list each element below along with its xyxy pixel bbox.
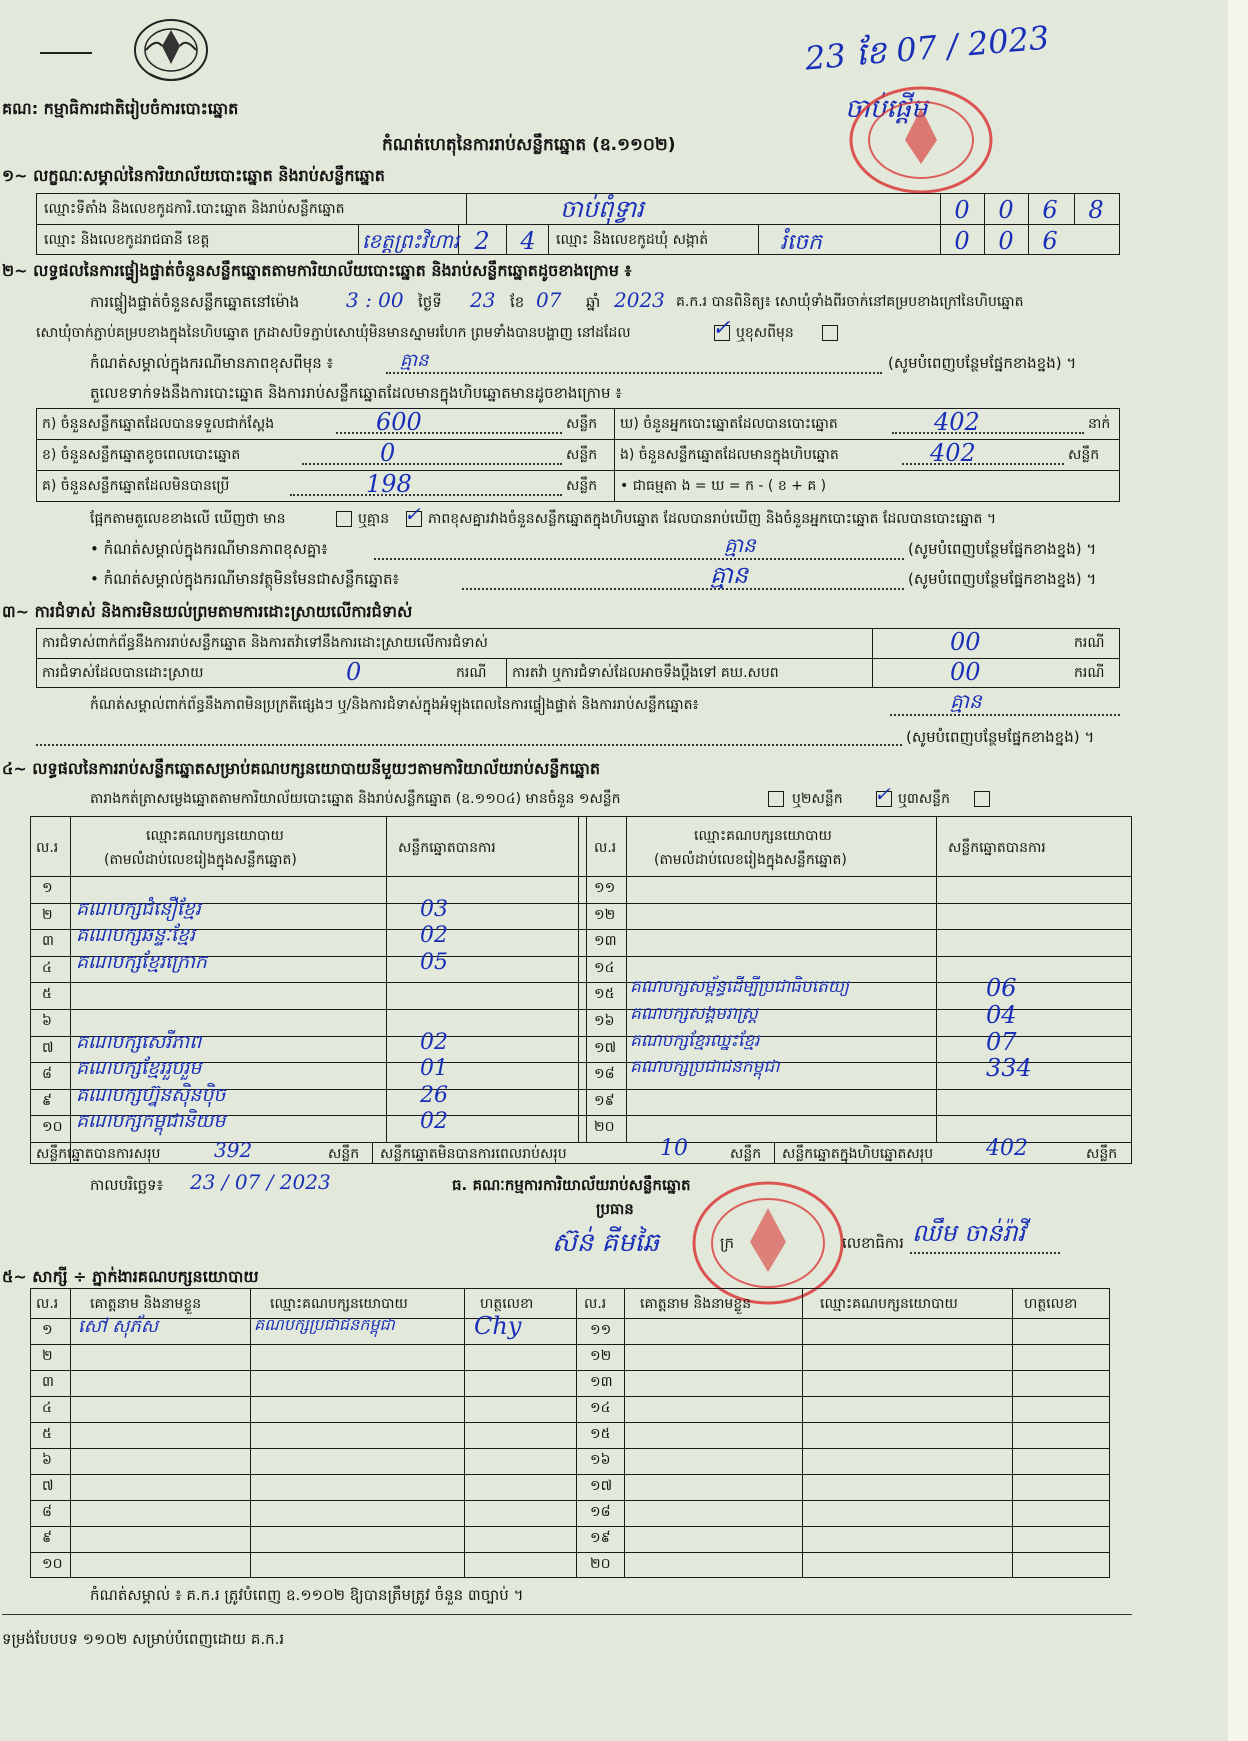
res-v1 (70, 816, 71, 1164)
table-row-line (576, 1526, 1110, 1527)
result-row-no: ១៤ (594, 959, 615, 976)
result-row-no: ១៦ (594, 1013, 615, 1029)
has-diff-checkbox[interactable] (336, 511, 352, 527)
result-row-no: ៩ (42, 1092, 52, 1109)
wit-v4 (576, 1288, 577, 1578)
commune-code-2: 0 (998, 227, 1014, 255)
result-date-value: 23 / 07 / 2023 (190, 1170, 331, 1194)
irregularity-dots-2 (36, 744, 902, 746)
wit-col-no-left: ល.រ (36, 1296, 59, 1312)
spoiled-dots (302, 463, 562, 465)
diff-text-b: ឬគ្មាន (358, 511, 390, 527)
res-v6 (936, 816, 937, 1142)
result-row-votes: 02 (420, 923, 448, 949)
total-box-unit: សន្លឹក (1086, 1146, 1118, 1162)
table-row-line (576, 1448, 1110, 1449)
table-row-line (30, 1422, 576, 1423)
chair-label: ប្រធាន (596, 1200, 634, 1218)
result-row-party: គណបក្សជំនឿខ្មែរ (76, 897, 201, 920)
changed-text: ឬខុសពីមុន (736, 325, 794, 341)
res-col-votes-left: សន្លឹកឆ្នោតបានការ (398, 840, 496, 856)
witness-row-no: ៦ (42, 1452, 52, 1468)
witness-row-no: ៣ (42, 1374, 54, 1390)
result-row-no: ២០ (594, 1119, 615, 1136)
bullet1-value: គ្មាន (724, 533, 756, 557)
note1-suffix: (សូមបំពេញបន្ថែមផ្នែកខាងខ្នង) ។ (888, 354, 1077, 372)
total-invalid-unit: សន្លឹក (730, 1146, 762, 1162)
unused-label: គ) ចំនួនសន្លឹកឆ្នោតដែលមិនបានប្រើ (42, 478, 230, 494)
result-row-party: គណបក្សកម្ពុជានិយម (76, 1110, 226, 1133)
station-code-1: 0 (954, 196, 970, 224)
wit-col-name-left: គោត្តនាម និងនាមខ្លួន (90, 1296, 202, 1312)
total-v2 (774, 1142, 775, 1164)
result-row-party: គណបក្សសេរីភាព (76, 1030, 202, 1053)
resolved-unit: ករណី (456, 665, 487, 681)
result-row-votes: 06 (986, 974, 1017, 1003)
bullet1-label: • កំណត់សម្គាល់ក្នុងករណីមានភាពខុសគ្នា៖ (90, 540, 328, 558)
witness-row-no: ១៩ (590, 1530, 611, 1546)
witness-row-no: ២០ (590, 1556, 611, 1572)
witness-row-party: គណបក្សប្រជាជនកម្ពុជា (254, 1315, 395, 1334)
table-row-line (576, 1370, 1110, 1371)
station-code-3: 6 (1042, 196, 1058, 224)
witness-row-name: សៅ សុភ័ស (78, 1316, 158, 1337)
total-valid-unit: សន្លឹក (328, 1146, 360, 1162)
table-row-line (30, 1370, 576, 1371)
commune-value: រំចេក (780, 230, 822, 255)
witness-row-no: ១២ (590, 1348, 612, 1364)
result-row-party: គណបក្សខ្មែររួបរួម (76, 1057, 202, 1080)
wit-col-party-left: ឈ្មោះគណបក្សនយោបាយ (270, 1296, 408, 1312)
province-code-2: 4 (520, 227, 536, 255)
table-row-line (576, 1500, 1110, 1501)
witness-row-no: ៤ (42, 1400, 52, 1416)
total-box-value: 402 (986, 1136, 1028, 1161)
s1-v1 (466, 193, 467, 224)
wit-col-sign-right: ហត្ថលេខា (1024, 1296, 1078, 1312)
province-label: ឈ្មោះ និងលេខកូដរាជធានី ខេត្ត (44, 232, 210, 248)
wit-v6 (802, 1288, 803, 1578)
result-row-no: ៧ (42, 1039, 54, 1056)
polling-station-label: ឈ្មោះទីតាំង និងលេខកូដការិ.បោះឆ្នោត និងរាប់សន្លឹកឆ្នោត (44, 201, 345, 217)
res-col-party-right: ឈ្មោះគណបក្សនយោបាយ (694, 828, 832, 844)
commune-code-3: 6 (1042, 227, 1058, 255)
org-name: គណ: កម្មាធិការជាតិរៀបចំការបោះឆ្នោត (2, 99, 239, 118)
total-valid-value: 392 (214, 1138, 253, 1162)
table-row-line (30, 1396, 576, 1397)
table-row-line (586, 903, 1132, 904)
result-row-party: គណបក្សហ្វ៊ុនស៊ិនប៉ិច (76, 1083, 226, 1106)
witness-row-no: ១៣ (590, 1374, 613, 1390)
result-row-party: គណបក្សឆន្ទៈខ្មែរ (76, 924, 196, 947)
table-row-line (576, 1344, 1110, 1345)
result-row-no: ៦ (42, 1013, 52, 1029)
witness-row-no: ១៥ (590, 1426, 611, 1442)
result-row-no: ១៨ (594, 1066, 615, 1083)
s1-v2 (940, 193, 941, 255)
witness-row-no: ១០ (42, 1556, 63, 1572)
result-date-label: កាលបរិច្ឆេទ៖ (90, 1176, 164, 1194)
signature-tag: ក្រ (720, 1234, 734, 1252)
total-v1 (372, 1142, 373, 1164)
wit-col-sign-left: ហត្ថលេខា (480, 1296, 534, 1312)
section4-title: ៤~ លទ្ធផលនៃការរាប់សន្លឹកឆ្នោតសម្រាប់គណបក្សនយោបាយនីមួយៗតាមការិយាល័យរាប់សន្លឹកឆ្នោត (2, 759, 601, 778)
result-row-no: ៣ (42, 933, 54, 950)
s1-v5 (1074, 193, 1075, 224)
total-invalid-label: សន្លឹកឆ្នោតមិនបានការពេលរាប់សរុប (380, 1146, 567, 1162)
total-invalid-value: 10 (660, 1136, 688, 1161)
result-row-votes: 334 (986, 1054, 1032, 1083)
res-total-line (30, 1142, 1132, 1143)
station-code-4: 8 (1088, 196, 1104, 224)
res-col-party-sub-right: (តាមលំដាប់លេខរៀងក្នុងសន្លឹកឆ្នោត) (654, 852, 847, 868)
res-col-party-sub-left: (តាមលំដាប់លេខរៀងក្នុងសន្លឹកឆ្នោត) (104, 852, 297, 868)
wit-v3 (464, 1288, 465, 1578)
resolved-label: ការជំទាស់ដែលបានដោះស្រាយ (42, 665, 204, 681)
note1-label: កំណត់សម្គាល់ក្នុងករណីមានភាពខុសពីមុន ៖ (90, 354, 334, 372)
one-sheet-checkbox[interactable] (768, 791, 784, 807)
bullet2-value: គ្មាន (710, 561, 749, 589)
result-row-no: ១៥ (594, 986, 615, 1003)
wit-v5 (624, 1288, 625, 1578)
result-row-votes: 04 (986, 1001, 1017, 1029)
table-row-line (586, 1089, 1132, 1090)
wit-v2 (250, 1288, 251, 1578)
result-row-no: ១៩ (594, 1092, 615, 1109)
secretary-label: លេខាធិការ (842, 1234, 904, 1252)
witness-row-no: ៥ (42, 1426, 52, 1442)
in-box-value: 402 (930, 439, 976, 467)
table-row-line (30, 1500, 576, 1501)
province-value: ខេត្តព្រះវិហារ (362, 229, 460, 253)
check-time-text: ការផ្ទៀងផ្ទាត់ចំនួនសន្លឹកឆ្នោតនៅម៉ោង (90, 293, 300, 311)
result-row-party: គណបក្សខ្មែរឈ្នះខ្មែរ (630, 1030, 760, 1051)
result-row-votes: 02 (420, 1029, 448, 1055)
witness-row-sign: Chy (474, 1312, 522, 1340)
table-row-line (576, 1552, 1110, 1553)
fig-v1 (614, 408, 615, 502)
unused-value: 198 (366, 470, 412, 498)
table-row-line (30, 1448, 576, 1449)
s1-v4 (1028, 193, 1029, 255)
irregularity-value: គ្មាន (950, 689, 982, 713)
res-col-party-left: ឈ្មោះគណបក្សនយោបាយ (146, 828, 284, 844)
wit-head-line (30, 1318, 1110, 1319)
table-row-line (30, 1526, 576, 1527)
two-sheet-check-mark: ✓ (874, 782, 891, 806)
witness-row-no: ៧ (42, 1478, 54, 1494)
s1-v9 (548, 224, 549, 255)
table-row-line (586, 929, 1132, 930)
res-col-votes-right: សន្លឹកឆ្នោតបានការ (948, 840, 1046, 856)
in-box-unit: សន្លឹក (1068, 447, 1100, 463)
table-row-line (576, 1422, 1110, 1423)
irregularity-suffix: (សូមបំពេញបន្ថែមផ្នែកខាងខ្នង) ។ (906, 728, 1095, 746)
spoiled-value: 0 (380, 439, 396, 467)
received-value: 600 (376, 408, 422, 436)
result-row-no: ១២ (594, 906, 616, 923)
res-v5 (626, 816, 627, 1142)
witness-row-no: ១១ (590, 1322, 612, 1338)
witness-row-no: ២ (42, 1348, 53, 1364)
result-row-no: ១ (42, 880, 53, 896)
witness-table (30, 1288, 1110, 1578)
wit-v7 (1012, 1288, 1013, 1578)
diff-text-a: ផ្អែកតាមតួលេខខាងលើ ឃើញថា មាន (90, 511, 286, 527)
result-row-no: ១០ (42, 1119, 63, 1136)
s1-v3 (984, 193, 985, 255)
wit-col-party-right: ឈ្មោះគណបក្សនយោបាយ (820, 1296, 958, 1312)
appeal-value: 00 (950, 658, 981, 686)
table-row-line (586, 956, 1132, 957)
check-year: 2023 (614, 288, 665, 312)
check-year-text: ឆ្នាំ (586, 293, 601, 311)
tally-intro-b: ឬ២សន្លឹក (792, 791, 843, 807)
res-head-line (30, 876, 1132, 877)
appeal-unit: ករណី (1074, 665, 1105, 681)
changed-checkbox[interactable] (822, 325, 838, 341)
voters-label: ឃ) ចំនួនអ្នកបោះឆ្នោតដែលបានបោះឆ្នោត (620, 416, 838, 432)
check-month: 07 (536, 288, 562, 312)
total-box-label: សន្លឹកឆ្នោតក្នុងហិបឆ្នោតសរុប (782, 1146, 934, 1162)
result-row-no: ២ (42, 906, 53, 923)
in-box-dots (902, 463, 1064, 465)
received-unit: សន្លឹក (566, 416, 598, 432)
polling-station-value: ចាប់ពុំទ្វារ (560, 195, 644, 223)
secretary-signature: ឈឹម ចាន់រ៉ាវី (912, 1219, 1026, 1247)
witness-row-no: ១ (42, 1322, 53, 1338)
result-row-no: ៤ (42, 959, 52, 976)
commune-label: ឈ្មោះ និងលេខកូដឃុំ សង្កាត់ (556, 232, 709, 248)
witness-row-no: ១៤ (590, 1400, 611, 1416)
form-footer: ទម្រង់បែបបទ ១១០២ សម្រាប់បំពេញដោយ គ.ក.រ (2, 1630, 285, 1648)
bullet2-suffix: (សូមបំពេញបន្ថែមផ្នែកខាងខ្នង) ។ (908, 570, 1097, 588)
s3-v2 (506, 658, 507, 688)
fig-h2 (36, 470, 1120, 471)
witness-row-no: ១៦ (590, 1452, 611, 1468)
bullet1-suffix: (សូមបំពេញបន្ថែមផ្នែកខាងខ្នង) ។ (908, 540, 1097, 558)
witness-row-no: ១៧ (590, 1478, 613, 1494)
check-time: 3 : 00 (346, 288, 404, 312)
secretary-dots (910, 1252, 1060, 1254)
note1-dots (386, 372, 882, 374)
result-row-votes: 07 (986, 1027, 1017, 1056)
s1-v6 (358, 224, 359, 255)
section2-title: ២~ លទ្ធផលនៃការផ្ទៀងផ្ទាត់ចំនួនសន្លឹកឆ្នោតតាមការិយាល័យបោះឆ្នោត និងរាប់សន្លឹកឆ្នោតដូចខាងក្រោម ៖ (2, 261, 632, 280)
witness-row-no: ១៨ (590, 1504, 611, 1520)
result-row-votes: 26 (420, 1082, 448, 1108)
form-title: កំណត់ហេតុនៃការរាប់សន្លឹកឆ្នោត (ឧ.១១០២) (382, 135, 676, 155)
witness-row-no: ៩ (42, 1530, 52, 1546)
s1-v10 (758, 224, 759, 255)
table-row-line (30, 1344, 576, 1345)
committee-label: ធ. គណៈកម្មការការិយាល័យរាប់សន្លឹកឆ្នោត (452, 1176, 691, 1194)
table-row-line (30, 982, 586, 983)
res-col-no-right: ល.រ (594, 840, 617, 856)
bullet1-dots (374, 558, 904, 560)
wit-v1 (70, 1288, 71, 1578)
tally-intro-c: ឬ៣សន្លឹក (898, 791, 950, 807)
check-day: 23 (470, 288, 496, 312)
irregularity-dots-1 (890, 714, 1120, 716)
res-v4 (586, 816, 587, 1142)
in-box-label: ង) ចំនួនសន្លឹកឆ្នោតដែលមានក្នុងហិបឆ្នោត (620, 447, 839, 463)
objection-unit: ករណី (1074, 635, 1105, 651)
footer-rule (2, 1614, 1132, 1615)
appeal-label: ការតវ៉ា ឬការជំទាស់ដែលអាចទឹងប្ដឹងទៅ គឃ.សបព (512, 665, 779, 681)
bullet2-dots (462, 588, 904, 590)
check-month-text: ខែ (510, 293, 525, 311)
result-row-votes: 01 (420, 1056, 448, 1082)
total-valid-label: សន្លឹកឆ្នោតបានការសរុប (36, 1146, 161, 1162)
table-row-line (30, 1552, 576, 1553)
result-row-no: ៥ (42, 986, 52, 1003)
objection-label: ការជំទាស់ពាក់ព័ន្ធនឹងការរាប់សន្លឹកឆ្នោត និងការតវ៉ាទៅនឹងការដោះស្រាយលើការជំទាស់ (42, 635, 488, 651)
result-row-votes: 02 (420, 1109, 448, 1135)
result-row-no: ១៧ (594, 1039, 617, 1056)
table-row-line (576, 1474, 1110, 1475)
wit-col-name-right: គោត្តនាម និងនាមខ្លួន (640, 1296, 752, 1312)
witness-footer-note: កំណត់សម្គាល់ ៖ គ.ក.រ ត្រូវបំពេញ ឧ.១១០២ ឱ្យបានត្រឹមត្រូវ ចំនួន ៣ច្បាប់ ។ (90, 1586, 524, 1604)
res-col-no-left: ល.រ (36, 840, 59, 856)
result-row-party: គណបក្សសម្ព័ន្ធដើម្បីប្រជាធិបតេយ្យ (630, 977, 850, 998)
received-dots (336, 432, 562, 434)
result-row-no: ៨ (42, 1066, 52, 1083)
emblem-icon (128, 16, 214, 88)
result-row-votes: 05 (420, 949, 448, 975)
table-row-line (576, 1396, 1110, 1397)
note1-value: គ្មាន (400, 350, 429, 371)
unchanged-check-mark: ✓ (712, 316, 731, 341)
section1-title: ១~ លក្ខណៈសម្គាល់នៃការិយាល័យបោះឆ្នោត និងរាប់សន្លឹកឆ្នោត (2, 166, 385, 185)
result-row-party: គណបក្សសង្គមរាស្ត្រ (630, 1004, 758, 1024)
handwritten-date: 23 ខែ 07 / 2023 (803, 18, 1051, 78)
tally-intro: តារាងកត់ត្រាសម្លេងឆ្នោតតាមការិយាល័យបោះឆ្នោត និងរាប់សន្លឹកឆ្នោត (ឧ.១១០៤) មានចំនួន ១សន្លឹក (90, 791, 621, 807)
objection-value: 00 (950, 628, 981, 656)
s1-v8 (506, 224, 507, 255)
section3-title: ៣~ ការជំទាស់ និងការមិនយល់ព្រមតាមការដោះស្រាយលើការជំទាស់ (2, 602, 413, 621)
top-stamp (845, 84, 997, 196)
province-code-1: 2 (474, 227, 490, 255)
commune-code-1: 0 (954, 227, 970, 255)
voters-unit: នាក់ (1088, 416, 1111, 432)
received-label: ក) ចំនួនសន្លឹកឆ្នោតដែលបានទទួលជាក់ស្ដែង (42, 416, 275, 432)
handwritten-note: ចាប់ផ្ដើម (845, 94, 928, 124)
unused-dots (290, 494, 562, 496)
witness-row-no: ៨ (42, 1504, 52, 1520)
unused-unit: សន្លឹក (566, 478, 598, 494)
result-row-votes: 03 (420, 896, 448, 922)
seal-para: សោឃុំចាក់ភ្ជាប់គម្របខាងក្នុងនៃហិបឆ្នោត ក្រដាសបិទភ្ជាប់សោឃុំមិនមានស្នាមរហែក ព្រមទាំងបានបង្ហាញ នៅដដែល (36, 325, 631, 341)
chair-signature: ស៊ន់ គីមឆៃ (552, 1228, 660, 1258)
three-sheet-checkbox[interactable] (974, 791, 990, 807)
resolved-value: 0 (346, 658, 362, 686)
voters-value: 402 (934, 408, 980, 436)
voters-dots (892, 432, 1084, 434)
section5-title: ៥~ សាក្សី ÷ ភ្នាក់ងារគណបក្សនយោបាយ (2, 1267, 259, 1286)
diff-text-c: ភាពខុសគ្នារវាងចំនួនសន្លឹកឆ្នោតក្នុងហិបឆ្នោត ដែលបានរាប់ឃើញ និងចំនួនអ្នកបោះឆ្នោត ដែលបានបោះឆ្នោត ។ (428, 511, 997, 527)
table-row-line (30, 1009, 586, 1010)
result-row-party: គណបក្សប្រជាជនកម្ពុជា (630, 1057, 780, 1078)
s3-v1 (872, 628, 873, 688)
wit-col-no-right: ល.រ (584, 1296, 607, 1312)
formula: • ជាធម្មតា ង = ឃ = ក - ( ខ + គ ) (620, 478, 827, 494)
table-row-line (586, 1115, 1132, 1116)
spoiled-unit: សន្លឹក (566, 447, 598, 463)
no-diff-check-mark: ✓ (404, 502, 421, 526)
result-row-no: ១៣ (594, 933, 617, 950)
scan-edge (1228, 0, 1248, 1741)
spoiled-label: ខ) ចំនួនសន្លឹកឆ្នោតខូចពេលបោះឆ្នោត (42, 447, 241, 463)
irregularity-label: កំណត់សម្គាល់ពាក់ព័ន្ធនឹងភាពមិនប្រក្រតីផ្សេងៗ ឬ/និងការជំទាស់ក្នុងអំឡុងពេលនៃការផ្ទៀងផ្ទាត់ និងការរាប់សន្លឹកឆ្នោត៖ (90, 697, 699, 713)
res-v3 (578, 816, 579, 1142)
table-row-line (30, 1474, 576, 1475)
result-row-no: ១១ (594, 880, 616, 896)
station-code-2: 0 (998, 196, 1014, 224)
figures-intro: តួលេខទាក់ទងនឹងការបោះឆ្នោត និងការរាប់សន្លឹកឆ្នោតដែលមានក្នុងហិបឆ្នោតមានដូចខាងក្រោម ៖ (90, 384, 622, 402)
res-v2 (386, 816, 387, 1142)
check-day-text: ថ្ងៃទី (418, 293, 442, 311)
header-dash (40, 52, 92, 54)
result-row-party: គណបក្សខ្មែរក្រោក (76, 950, 207, 973)
check-para-end: គ.ក.រ បានពិនិត្យ៖ សោឃុំទាំងពីរចាក់នៅគម្របខាងក្រៅនៃហិបឆ្នោត (676, 294, 1024, 310)
bullet2-label: • កំណត់សម្គាល់ក្នុងករណីមានវត្ថុមិនមែនជាសន្លឹកឆ្នោត៖ (90, 570, 400, 588)
